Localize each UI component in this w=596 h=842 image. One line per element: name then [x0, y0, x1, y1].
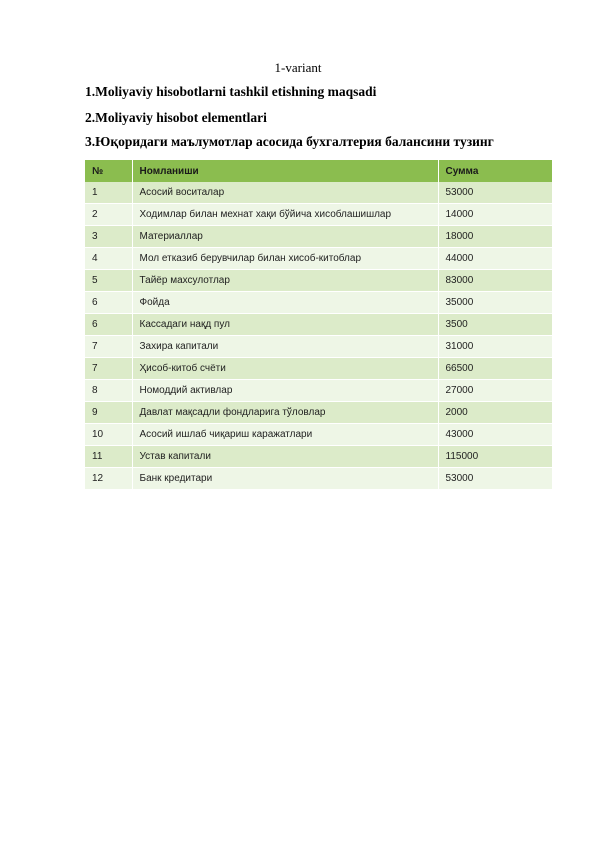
cell-sum: 14000 [438, 204, 552, 226]
cell-number: 10 [85, 424, 132, 446]
cell-number: 5 [85, 270, 132, 292]
cell-sum: 83000 [438, 270, 552, 292]
cell-number: 8 [85, 380, 132, 402]
cell-sum: 53000 [438, 182, 552, 204]
question-3: 3.Юқоридаги маълумотлар асосида бухгалтерия балансини тузинг [85, 134, 494, 149]
table-row [85, 226, 552, 248]
cell-sum: 66500 [438, 358, 552, 380]
cell-number: 1 [85, 182, 132, 204]
page-title: 1-variant [274, 60, 322, 75]
cell-number: 7 [85, 358, 132, 380]
cell-name: Тайёр махсулотлар [132, 270, 438, 292]
table-row [85, 270, 552, 292]
cell-name: Номоддий активлар [132, 380, 438, 402]
cell-number: 4 [85, 248, 132, 270]
table-row [85, 380, 552, 402]
cell-sum: 2000 [438, 402, 552, 424]
table-header-row [85, 160, 552, 182]
cell-sum: 43000 [438, 424, 552, 446]
column-header-name: Номланиши [132, 160, 438, 182]
cell-number: 11 [85, 446, 132, 468]
cell-name: Асосий ишлаб чиқариш каражатлари [132, 424, 438, 446]
cell-sum: 18000 [438, 226, 552, 248]
cell-sum: 31000 [438, 336, 552, 358]
table-row [85, 402, 552, 424]
cell-name: Ходимлар билан мехнат хақи бўйича хисоблашишлар [132, 204, 438, 226]
cell-number: 12 [85, 468, 132, 490]
cell-name: Банк кредитари [132, 468, 438, 490]
cell-sum: 53000 [438, 468, 552, 490]
cell-number: 3 [85, 226, 132, 248]
table-row [85, 204, 552, 226]
question-2: 2.Moliyaviy hisobot elementlari [85, 110, 267, 125]
cell-sum: 35000 [438, 292, 552, 314]
cell-name: Фойда [132, 292, 438, 314]
table-row [85, 468, 552, 490]
cell-name: Давлат мақсадли фондларига тўловлар [132, 402, 438, 424]
cell-name: Ҳисоб-китоб счёти [132, 358, 438, 380]
cell-sum: 3500 [438, 314, 552, 336]
column-header-number: № [85, 160, 132, 182]
table-row [85, 358, 552, 380]
cell-number: 9 [85, 402, 132, 424]
table-row [85, 424, 552, 446]
cell-name: Кассадаги нақд пул [132, 314, 438, 336]
column-header-sum: Сумма [438, 160, 552, 182]
cell-number: 2 [85, 204, 132, 226]
cell-name: Асосий воситалар [132, 182, 438, 204]
cell-number: 7 [85, 336, 132, 358]
table-row [85, 248, 552, 270]
table-row [85, 446, 552, 468]
cell-name: Мол етказиб берувчилар билан хисоб-китоблар [132, 248, 438, 270]
balance-data-table [85, 160, 552, 490]
cell-name: Материаллар [132, 226, 438, 248]
table-row [85, 292, 552, 314]
cell-name: Захира капитали [132, 336, 438, 358]
cell-name: Устав капитали [132, 446, 438, 468]
question-1: 1.Moliyaviy hisobotlarni tashkil etishning maqsadi [85, 84, 377, 99]
cell-sum: 115000 [438, 446, 552, 468]
table-row [85, 182, 552, 204]
cell-number: 6 [85, 314, 132, 336]
table-row [85, 336, 552, 358]
cell-sum: 44000 [438, 248, 552, 270]
cell-number: 6 [85, 292, 132, 314]
cell-sum: 27000 [438, 380, 552, 402]
table-row [85, 314, 552, 336]
table-body [85, 182, 552, 490]
